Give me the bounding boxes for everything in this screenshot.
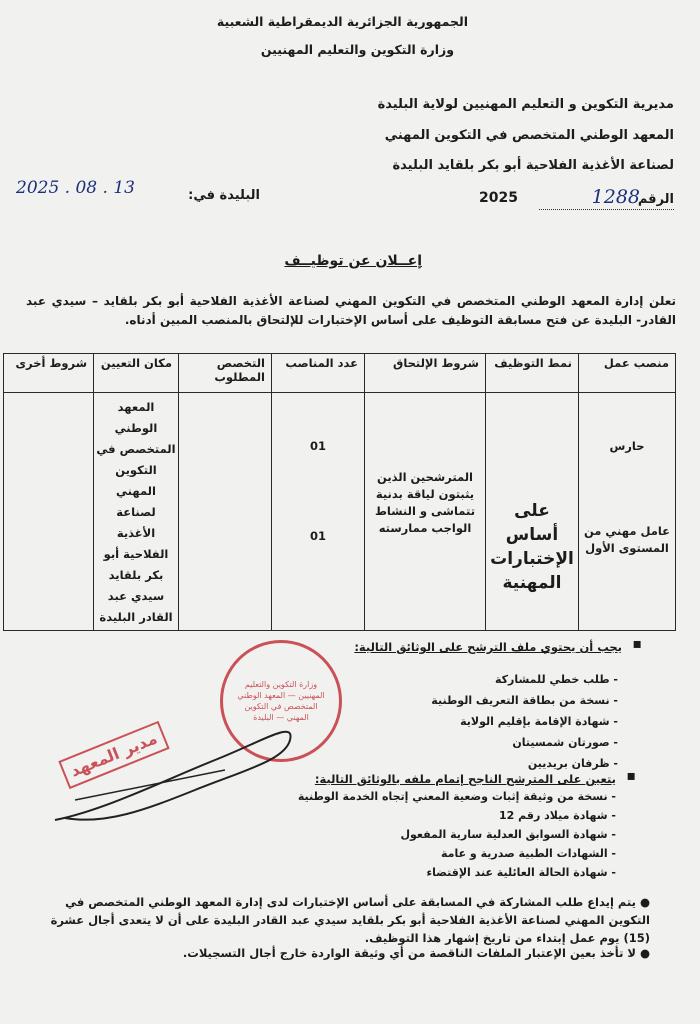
institute-line-1: المعهد الوطني المتخصص في التكوين المهني [384, 128, 674, 143]
required-docs-title: يجب أن يحتوي ملف الترشح على الوثائق التالية: [354, 640, 622, 654]
reference-label: الرقم [637, 192, 674, 207]
header-mode: نمط التوظيف [486, 354, 579, 393]
count-worker: 01 [309, 529, 326, 543]
director-stamp-text: مدير المعهد [67, 728, 160, 781]
successful-docs-bullet: ▪ [626, 768, 636, 784]
header-count: عدد المناصب [272, 354, 365, 393]
other-cell [4, 393, 94, 631]
count-guard: 01 [309, 439, 326, 453]
successful-docs-title: يتعين على المترشح الناجح إتمام ملفه بالوثائق التالية: [314, 772, 616, 786]
position-guard: حارس [609, 439, 645, 453]
counts-cell [272, 393, 365, 631]
mode-cell [486, 393, 579, 631]
header-specialty: التخصص المطلوب [179, 354, 272, 393]
header-conditions: شروط الإلتحاق [365, 354, 486, 393]
note-deadline-text: يتم إيداع طلب المشاركة في المسابقة على أساس الإختبارات لدى إدارة المعهد الوطني المتخصص في التكوين المهني لصناعة الأغذية الفلاحية أبو بكر بلقايد سيدي عبد القادر البليدة على أن لا يتعدى أجال عشرة (15) يوم عمل إبتداء من تاريخ إشهار هذا التوظيف. [50, 895, 650, 945]
note-bullet-icon: ● [635, 946, 650, 960]
reference-underline [539, 209, 674, 210]
positions-cell [579, 393, 676, 631]
handwritten-date: 2025 . 08 . 13 [16, 178, 135, 198]
list-item: - شهادة السوابق العدلية سارية المفعول [298, 825, 616, 844]
table-header-row [4, 354, 676, 393]
conditions-cell [365, 393, 486, 631]
institute-line-2: لصناعة الأغذية الفلاحية أبو بكر بلقايد البليدة [392, 158, 674, 173]
header-location: مكان التعيين [94, 354, 179, 393]
position-worker: عامل مهني من المستوى الأول [583, 524, 671, 555]
ministry-header: وزارة التكوين والتعليم المهنيين [260, 42, 454, 57]
list-item: - صورتان شمسيتان [431, 732, 618, 753]
list-item: - شهادة ميلاد رقم 12 [298, 806, 616, 825]
directorate-line: مديرية التكوين و التعليم المهنيين لولاية البليدة [377, 97, 674, 112]
note-deadline [30, 893, 650, 947]
location-cell [94, 393, 179, 631]
republic-header: الجمهورية الجزائرية الديمقراطية الشعبية [216, 14, 468, 29]
list-item: - طلب خطي للمشاركة [431, 669, 618, 690]
note-incomplete-text: لا تأخذ بعين الإعتبار الملفات الناقصة من أي وثيقة الواردة خارج أجال التسجيلات. [182, 946, 636, 960]
header-other: شروط أخرى [4, 354, 94, 393]
conditions-text: المترشحين الذين يثبتون لياقة بدنية تتماشى و النشاط الواجب ممارسته [374, 470, 476, 535]
specialty-cell [179, 393, 272, 631]
signature-icon [45, 700, 315, 840]
list-item: - الشهادات الطبية صدرية و عامة [298, 844, 616, 863]
announcement-body: تعلن إدارة المعهد الوطني المتخصص في التكوين المهني لصناعة الأغذية الفلاحية أبو بكر بلقايد – سيدي عبد القادر- البليدة عن فتح مسابقة التوظيف على أساس الإختبارات للإلتحاق بالمنصب المبين أدناه. [26, 294, 676, 327]
reference-number: 1288 [591, 186, 640, 208]
note-incomplete [30, 944, 650, 962]
round-stamp-text: وزارة التكوين والتعليم المهنيين — المعهد الوطني المتخصص في التكوين المهني — البليدة [237, 680, 325, 722]
table-row [4, 393, 676, 631]
successful-docs-list [298, 787, 616, 882]
list-item: - ظرفان بريديين [431, 753, 618, 774]
reference-year: 2025 [479, 190, 518, 206]
date-place-label: البليدة في: [188, 188, 260, 203]
list-item: - نسخة من بطاقة التعريف الوطنية [431, 690, 618, 711]
mode-text: على أساس الإختبارات المهنية [490, 501, 574, 593]
list-item: - شهادة الحالة العائلية عند الإقتضاء [298, 863, 616, 882]
announcement-title: إعــلان عن توظيــف [284, 253, 422, 269]
header-position: منصب عمل [579, 354, 676, 393]
required-docs-bullet: ▪ [632, 636, 642, 652]
list-item: - شهادة الإقامة بإقليم الولاية [431, 711, 618, 732]
job-table [3, 353, 676, 631]
list-item: - نسخة من وثيقة إثبات وضعية المعني إتجاه الخدمة الوطنية [298, 787, 616, 806]
required-docs-list [431, 669, 618, 774]
note-bullet-icon: ● [635, 895, 650, 909]
location-text: المعهد الوطني المتخصص في التكوين المهني لصناعة الأغذية الفلاحية أبو بكر بلقايد سيدي عبد القادر البليدة [96, 400, 176, 624]
